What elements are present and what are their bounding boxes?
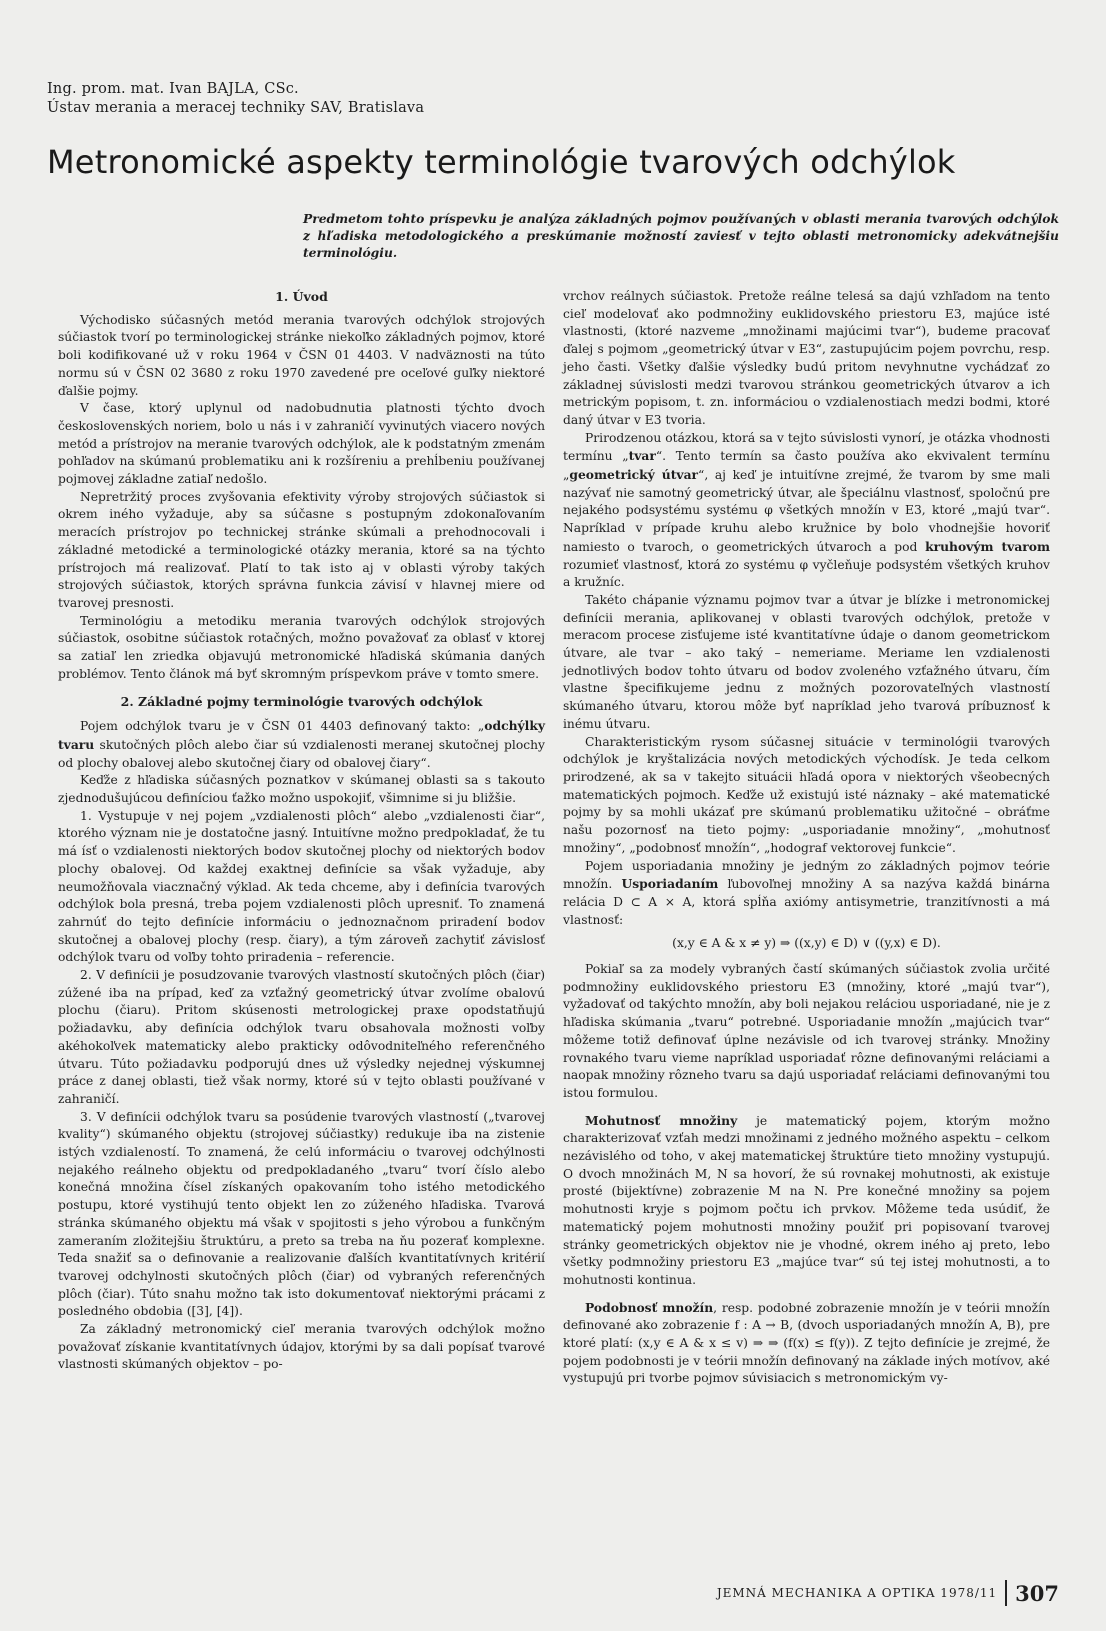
journal-name: JEMNÁ MECHANIKA A OPTIKA 1978/11 [716,1586,998,1600]
bold-term: geometrický útvar [569,467,699,483]
text-run: Pojem odchýlok tvaru je v ČSN 01 4403 definovaný takto: „ [80,719,485,734]
text-run: “. Tento termín sa často používa ako ekvivalent termínu „ [563,449,1050,483]
text-run: Prirodzenou otázkou, ktorá sa v tejto súvislosti vynorí, je otázka vhodnosti termínu „ [563,430,1050,464]
paragraph: Charakteristickým rysom súčasnej situácie v terminológii tvarových odchýlok je kryštalizácia nových metodických východísk. Je teda celkom prirodzené, ak sa v takejto situácii hľadá opora v niektorých všeobecných matematických pojmoch. Keďže už existujú isté náznaky – aké matematické pojmy by sa mohli ukázať pre skúmanú problematiku užitočné – obráťme našu pozornosť na tieto pojmy: „usporiadanie množiny“, „mohutnosť množiny“, „podobnosť množín“, „hodograf vektorovej funkcie“. [563,734,1050,855]
text-run: , resp. podobné zobrazenie množín je v teórii množín definované ako zobrazenie f : A → B, (dvoch usporiadaných množín A, B), pre ktoré platí: (x,y ∈ A & x ≤ v) ⇒ ⇒ (f(x) ≤ f(y)). Z tejto definície je zrejmé, že pojem podobnosti je v teórii množín definovaný na základe iných motívov, aké vystupujú pri tvorbe pojmov súvisiacich s metronomickým vy- [563,1300,1050,1386]
bold-term: Mohutnosť množiny [585,1112,738,1128]
paragraph: Keďže z hľadiska súčasných poznatkov v skúmanej oblasti sa s takouto zjednodušujúcou definíciou ťažko možno uspokojiť, všimnime si ju bližšie. [58,773,545,805]
paragraph [563,1299,1050,1389]
text-run: je matematický pojem, ktorým možno charakterizovať vzťah medzi množinami z jedného možného aspektu – celkom nezávislého od toho, v akej matematickej štruktúre tieto množiny vystupujú. O dvoch množinách M, N sa hovorí, že sú rovnakej mohutnosti, ak existuje prosté (bijektívne) zobrazenie M na N. Pre konečné množiny sa pojem mohutnosti kryje s pojmom počtu ich prvkov. Môžeme teda usúdiť, že matematický pojem mohutnosti množiny použiť pri popisovaní tvarovej stránky geometrických objektov nie je vhodné, okrem iného aj preto, lebo všetky podmnožiny priestoru E3 „majúce tvar“ sú tej istej mohutnosti, a to mohutnosti kontinua. [563,1113,1050,1287]
paragraph: Za základný metronomický cieľ merania tvarových odchýlok možno považovať získanie kvantitatívnych údajov, ktorými by sa dali popísať tvarové vlastnosti skúmaných objektov – po- [58,1322,545,1372]
bold-term: odchýlky tvaru [58,718,545,752]
paragraph: 1. Vystupuje v nej pojem „vzdialenosti plôch“ alebo „vzdialenosti čiar“, ktorého význam nie je dostatočne jasný. Intuitívne možno predpokladať, že tu má ísť o vzdialenosti niektorých bodov skutočnej plochy od niektorých bodov plochy obalovej. Od každej exaktnej definície sa však vyžaduje, aby neumožňovala viacznačný výklad. Ak teda chceme, aby i definícia tvarových odchýlok bola presná, treba pojem vzdialenosti plôch upresniť. To znamená zahrnúť do tejto definície informáciu o jednoznačnom priradení bodov skutočnej a obalovej plochy (resp. čiary), a tým zároveň zachytiť závislosť odchýlok tvaru od voľby tohto priradenia – referencie. [58,808,545,965]
paragraph [563,1112,1050,1290]
author-block [47,80,424,118]
paragraph: 2. V definícii je posudzovanie tvarových vlastností skutočných plôch (čiar) zúžené iba na prípad, keď za vzťažný geometrický útvar zvolíme obalovú plochu (čiaru). Pritom skúsenosti metrologickej praxe opodstatňujú požiadavku, aby definícia odchýlok tvaru obsahovala možnosti voľby akéhokoľvek matematicky alebo prakticky odôvodniteľného referenčného útvaru. Túto požiadavku podporujú dnes už výsledky nejednej výskumnej práce z danej oblasti, tiež však normy, ktoré sú v tejto oblasti používané v zahraničí. [58,968,545,1106]
paragraph: Terminológiu a metodiku merania tvarových odchýlok strojových súčiastok, osobitne súčiastok rotačných, možno považovať za oblasť v ktorej sa zatiaľ len zriedka objavujú metronomické hľadiská skúmania daných problémov. Tento článok má byť skromným príspevkom práve v tomto smere. [58,613,545,681]
text-run: skutočných plôch alebo čiar sú vzdialenosti meranej skutočnej plochy od plochy obalovej alebo skutočnej čiary od obalovej čiary“. [58,737,545,770]
right-column [563,288,1050,1388]
paragraph [563,430,1050,592]
formula: (x,y ∈ A & x ≠ y) ⇒ ((x,y) ∈ D) ∨ ((y,x) ∈ D). [672,936,941,951]
article-title: Metronomické aspekty terminológie tvarových odchýlok [47,143,956,181]
text-run: rozumieť vlastnosť, ktorá zo systému φ vyčleňuje podsystém všetkých kruhov a kružníc. [563,557,1050,590]
bold-term: tvar [628,448,656,464]
paragraph: Nepretržitý proces zvyšovania efektivity výroby strojových súčiastok si okrem iného vyžaduje, aby sa súčasne s postupným zdokonaľovaním meracích prístrojov po technickej stránke skúmali a prehodnocovali i základné metodické a terminologické otázky merania, ktoré sa na týchto prístrojoch má realizovať. Platí to tak isto aj v oblasti výroby takých strojových súčiastok, ktorých správna funkcia závisí v hlavnej miere od tvarovej presnosti. [58,489,545,610]
paragraph [563,858,1050,930]
paragraph: Východisko súčasných metód merania tvarových odchýlok strojových súčiastok tvorí po terminologickej stránke niekoľko základných pojmov, ktoré boli kodifikované už v roku 1964 v ČSN 01 4403. V nadväznosti na túto normu sú v ČSN 02 3680 z roku 1970 zavedené pre oceľové guľky niektoré ďalšie pojmy. [58,312,545,398]
article-abstract: Predmetom tohto príspevku je analýza základných pojmov používaných v oblasti merania tvarových odchýlok z hľadiska metodologického a preskúmanie možností zaviesť v tejto oblasti metronomicky adekvátnejšiu terminológiu. [303,211,1059,260]
paragraph: V čase, ktorý uplynul od nadobudnutia platnosti týchto dvoch československých noriem, bolo u nás i v zahraničí vyvinutých viacero nových metód a prístrojov na meranie tvarových odchýlok, ale k podstatným zmenám pohľadov na skúmanú problematiku ani k rozšíreniu a prehĺbeniu používanej pojmovej základne zatiaľ nedošlo. [58,401,545,487]
section-heading-1: 1. Úvod [275,289,328,304]
paragraph: 3. V definícii odchýlok tvaru sa posúdenie tvarových vlastností („tvarovej kvality“) skúmaného objektu (strojovej súčiastky) redukuje iba na zistenie istých vzdialeností. To znamená, že celú informáciu o tvarovej odchýlnosti nejakého reálneho objektu od predpokladaného „tvaru“ tvorí číslo alebo konečná množina čísel získaných opakovaním toho istého metodického postupu, ktoré vystihujú tento objekt len zo zúženého hľadiska. Tvarová stránka skúmaného objektu má však v spojitosti s jeho výrobou a funkčným zameraním zložitejšiu štruktúru, a preto sa treba na ňu pozerať komplexne. Teda snažiť sa o definovanie a realizovanie ďalších kvantitatívnych kritérií tvarovej odchylnosti skutočných plôch (čiar) od vybraných referenčných plôch (čiar). Túto snahu možno tak isto dokumentovať niektorými prácami z posledného obdobia ([3], [4]). [58,1109,545,1319]
text-run: “, aj keď je intuitívne zrejmé, že tvarom by sme mali nazývať nie samotný geometrický útvar, ale špeciálnu vlastnosť, spoločnú pre nejakého podsystému systému φ všetkých množín v E3, ktoré „majú tvar“. Napríklad v prípade kruhu alebo kružnice by bolo vhodnejšie hovoriť namiesto o tvaroch, o geometrických útvaroch a pod [563,468,1051,554]
author-affiliation: Ústav merania a meracej techniky SAV, Bratislava [47,100,425,116]
paragraph: vrchov reálnych súčiastok. Pretože reálne telesá sa dajú vzhľadom na tento cieľ modelovať ako podmnožiny euklidovského priestoru E3, majúce isté vlastnosti, (ktoré nazveme „množinami majúcimi tvar“), budeme pracovať ďalej s pojmom „geometrický útvar v E3“, zastupujúcim pojem povrchu, resp. jeho časti. Všetky ďalšie výsledky budú pritom nevyhnutne vychádzať zo základnej súvislosti medzi tvarovou stránkou geometrických útvarov a ich metrickým popisom, t. zn. informáciou o vzdialenostiach medzi bodmi, ktoré daný útvar v E3 tvoria. [563,289,1050,427]
bold-term: kruhovým tvarom [925,538,1050,554]
text-run: ľubovoľnej množiny A sa nazýva každá binárna relácia D ⊂ A × A, ktorá spĺňa axiómy antisymetrie, tranzitívnosti a má vlastnosť: [563,877,1050,927]
page-footer [717,1580,1059,1606]
text-run: Pojem usporiadania množiny je jedným zo základných pojmov teórie množín. [563,858,1050,892]
paragraph: Takéto chápanie významu pojmov tvar a útvar je blízke i metronomickej definícii merania, aplikovanej v oblasti tvarových odchýlok, pretože v meracom procese zisťujeme isté kvantitatívne údaje o danom geometrickom útvare, ale tvar – ako taký – nemeriame. Meriame len vzdialenosti jednotlivých bodov tohto útvaru od bodov zvoleného vzťažného útvaru, čím vlastne špecifikujeme jednu z možných pozorovateľných vlastností skúmaného útvaru, ktorou môže byť napríklad jeho tvarová príbuznosť k inému útvaru. [563,592,1050,731]
bold-term: Podobnosť množín [585,1299,714,1315]
bold-term: Usporiadaním [621,876,719,892]
footer-divider [1005,1580,1007,1606]
left-column [58,288,545,1374]
page-number: 307 [1015,1580,1059,1606]
section-heading-2: 2. Základné pojmy terminológie tvarových odchýlok [120,694,483,710]
author-name: Ing. prom. mat. Ivan BAJLA, CSc. [47,81,299,97]
paragraph [58,717,545,772]
paragraph: Pokiaľ sa za modely vybraných častí skúmaných súčiastok zvolia určité podmnožiny euklidovského priestoru E3 (množiny, ktoré „majú tvar“), vyžadovať od takýchto množín, aby boli nejakou reláciou usporiadané, nie je z hľadiska skúmania „tvaru“ potrebné. Usporiadanie množín „majúcich tvar“ môžeme totiž definovať úplne nezávisle od ich tvarovej stránky. Množiny rovnakého tvaru vieme napríklad usporiadať rôzne definovanými reláciami a naopak množiny rôzneho tvaru sa dajú usporiadať reláciami definovanými tou istou formulou. [563,962,1050,1100]
